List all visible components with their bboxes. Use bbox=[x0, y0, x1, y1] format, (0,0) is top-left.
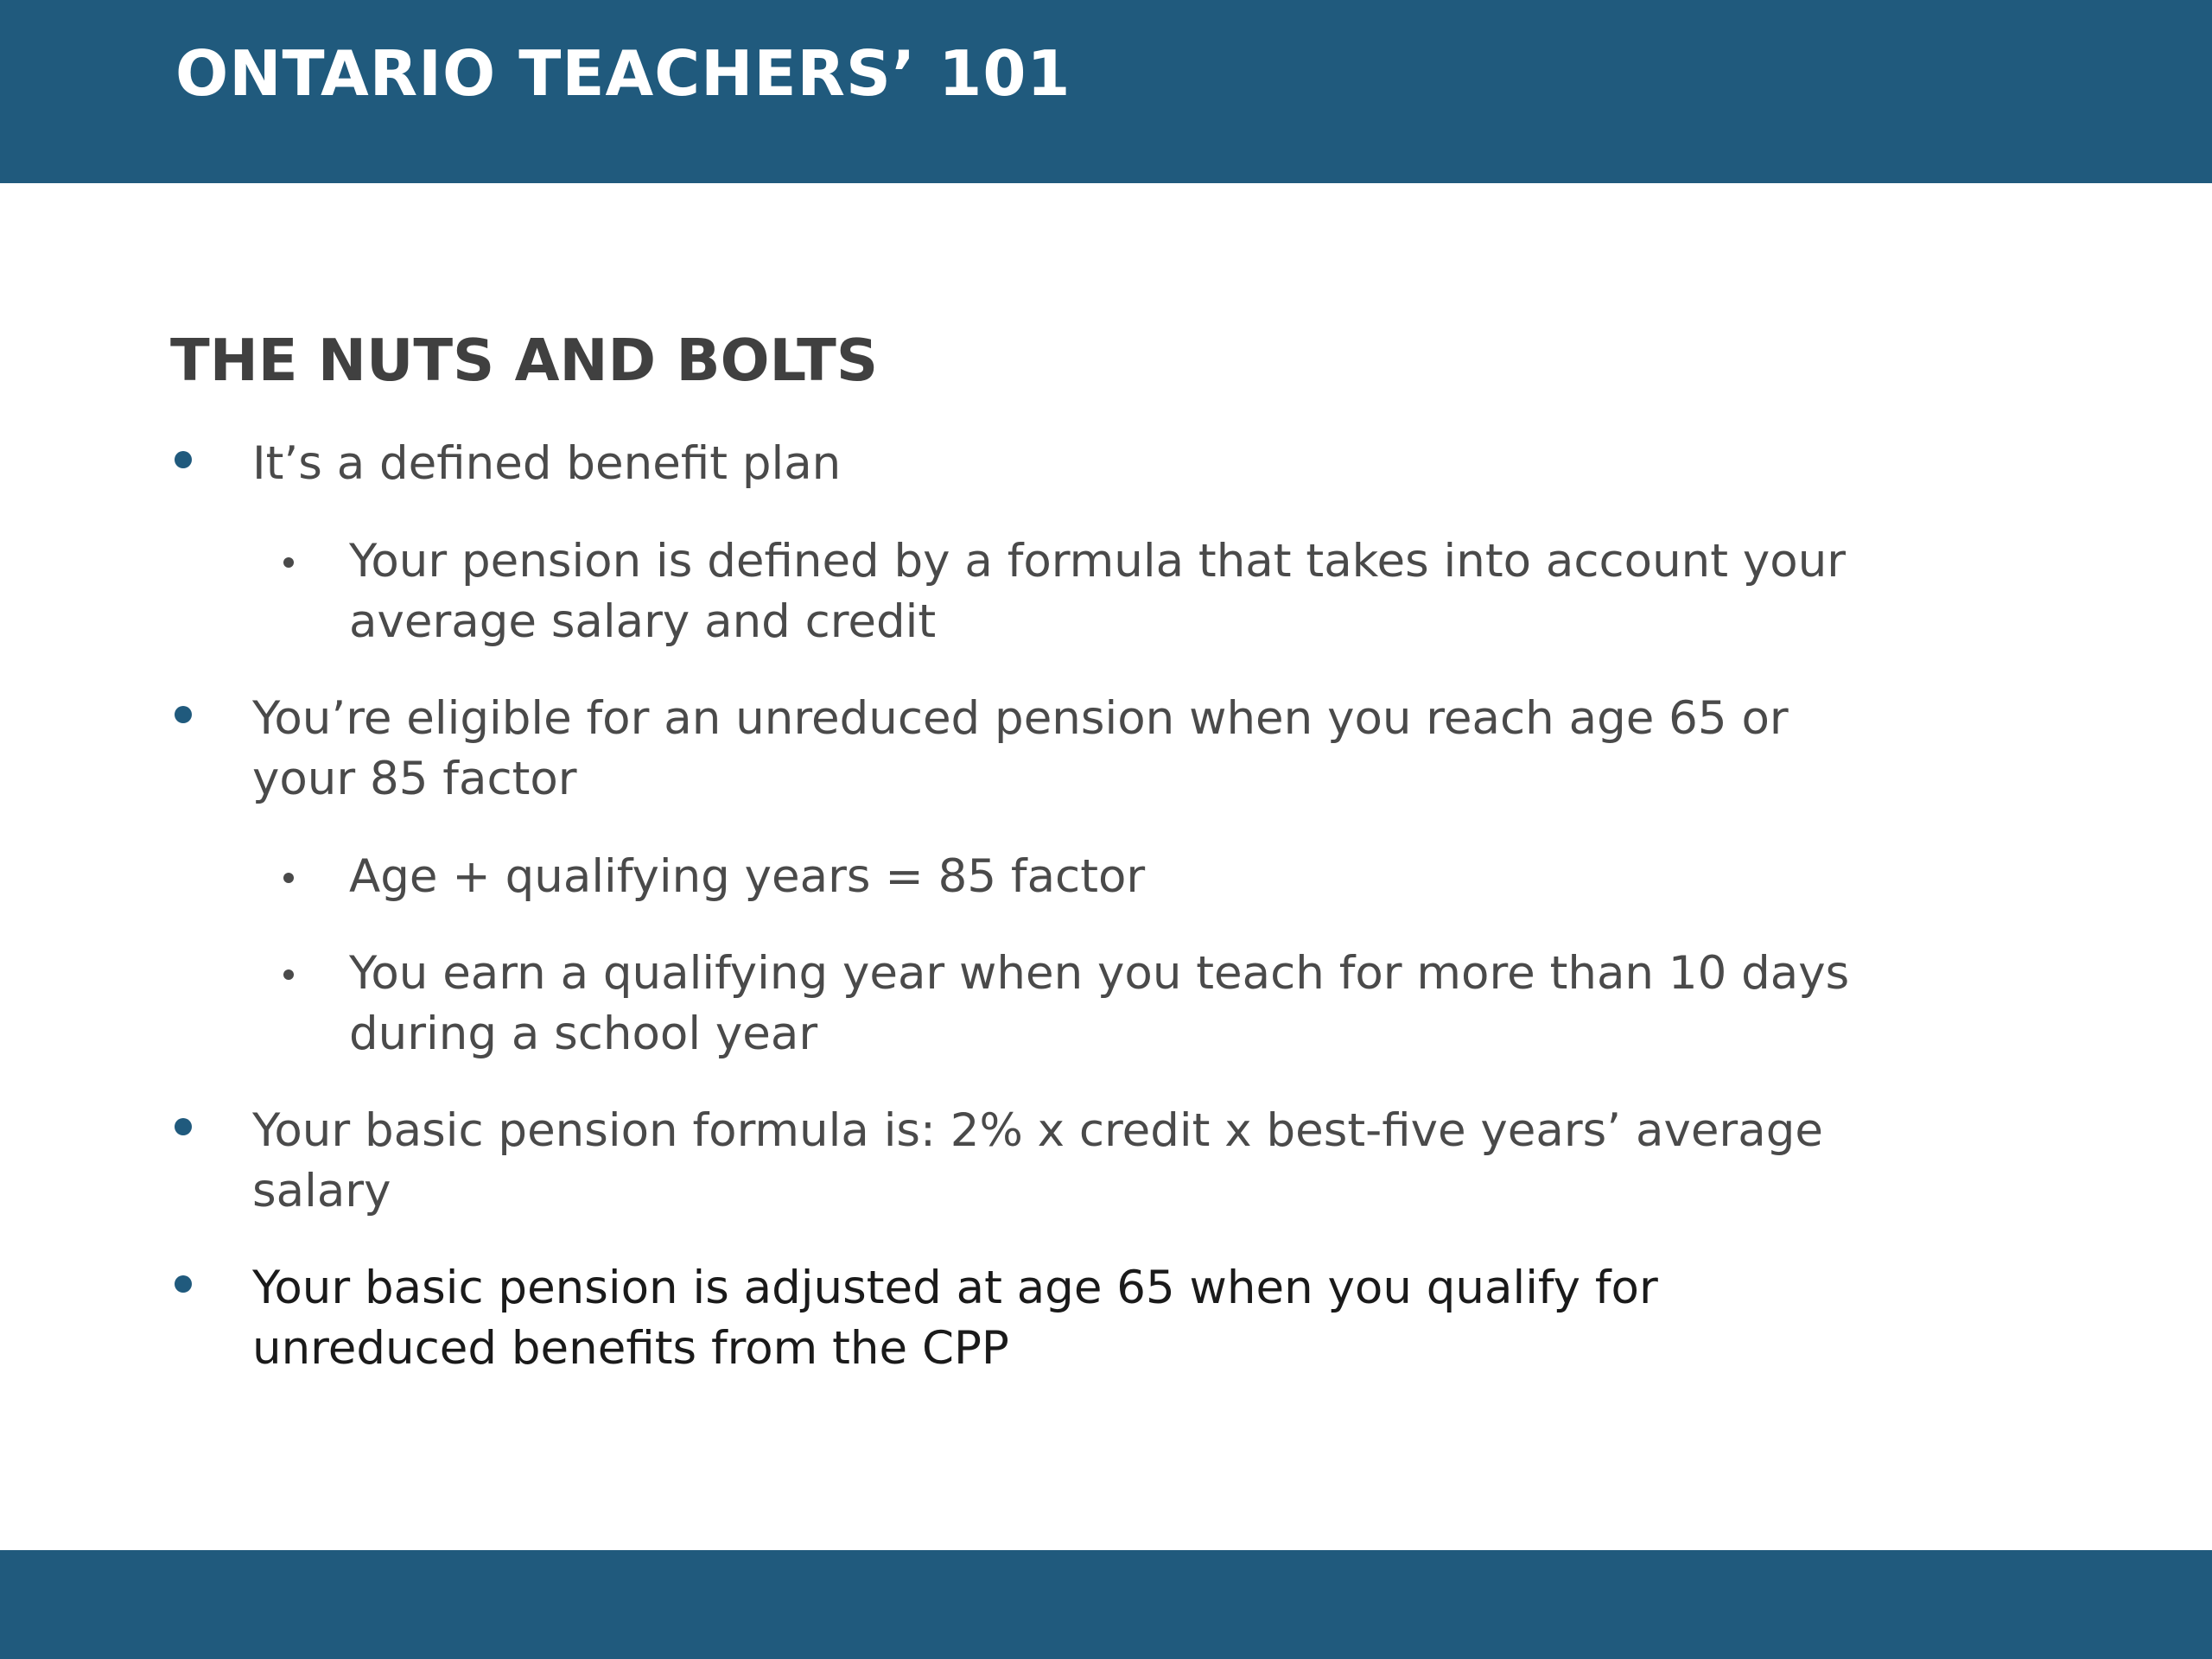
slide-header: ONTARIO TEACHERS’ 101 bbox=[175, 37, 1071, 110]
bullet-text: Your basic pension is adjusted at age 65 when you qualify for unreduced benefits from the CPP bbox=[252, 1262, 1658, 1375]
sub-bullet-dot-icon bbox=[283, 969, 294, 980]
sub-bullet-dot-icon bbox=[283, 873, 294, 883]
footer-bar bbox=[0, 1550, 2212, 1659]
sub-bullet-item bbox=[349, 944, 1887, 1065]
bullet-dot-icon bbox=[175, 706, 192, 723]
bullet-item bbox=[252, 1258, 1894, 1379]
bullet-item bbox=[252, 1101, 1894, 1222]
bullet-dot-icon bbox=[175, 451, 192, 468]
section-title: THE NUTS AND BOLTS bbox=[170, 327, 879, 394]
bullet-dot-icon bbox=[175, 1275, 192, 1293]
bullet-text: It’s a defined benefit plan bbox=[252, 437, 842, 490]
sub-bullet-dot-icon bbox=[283, 557, 294, 568]
bullet-item bbox=[252, 689, 1894, 810]
bullet-text: You’re eligible for an unreduced pension when you reach age 65 or your 85 factor bbox=[252, 692, 1789, 805]
sub-bullet-text: Your pension is defined by a formula that takes into account your average salary and credit bbox=[349, 535, 1847, 648]
bullet-text: Your basic pension formula is: 2% x credit x best-five years’ average salary bbox=[252, 1104, 1823, 1217]
sub-bullet-item bbox=[349, 847, 1887, 907]
sub-bullet-item bbox=[349, 531, 1887, 652]
sub-bullet-text: You earn a qualifying year when you teach for more than 10 days during a school year bbox=[349, 947, 1850, 1060]
sub-bullet-text: Age + qualifying years = 85 factor bbox=[349, 850, 1146, 903]
bullet-item bbox=[252, 434, 1894, 494]
bullet-dot-icon bbox=[175, 1118, 192, 1135]
